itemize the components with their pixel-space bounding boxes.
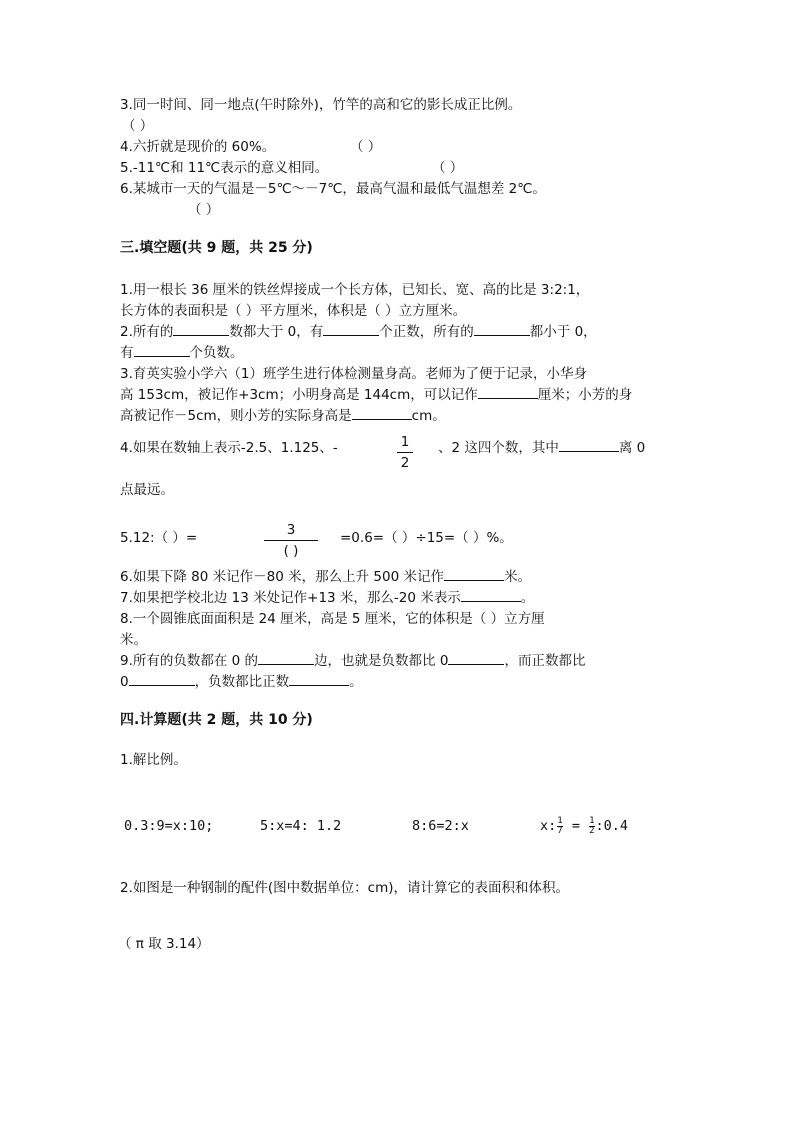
fill-q4-line1a: 4.如果在数轴上表示-2.5、1.125、- xyxy=(120,440,338,456)
fill-q4-fraction xyxy=(397,433,413,472)
equation-4-fraction-2 xyxy=(589,817,594,836)
fill-q6 xyxy=(120,567,531,587)
judge-q6-answer-blank[interactable]: （ ） xyxy=(188,202,220,218)
fill-q3-line1: 3.育英实验小学六（1）班学生进行体检测量身高。老师为了便于记录，小华身 xyxy=(120,366,587,382)
fraction-bar xyxy=(264,540,318,541)
fill-q7-text-b: 。 xyxy=(520,590,535,606)
fill-q9-text-b: 边，也就是负数都比 0 xyxy=(314,653,449,669)
fill-q4-line2: 点最远。 xyxy=(120,482,174,498)
fill-q3-text-a: 高 153cm，被记作+3cm；小明身高是 144cm，可以记作 xyxy=(120,387,478,403)
fill-q8-line2: 米。 xyxy=(120,632,147,648)
judge-q5: 5.-11℃和 11℃表示的意义相同。 xyxy=(120,160,329,176)
fill-q3-line2 xyxy=(120,385,632,405)
fill-q5-part-b: =0.6=（ ）÷15=（ ）%。 xyxy=(340,530,513,546)
fill-q3-text-c: 高被记作－5cm，则小芳的实际身高是 xyxy=(120,408,352,424)
fill-q9-text-d: 0 xyxy=(120,674,129,690)
fill-q3-text-b: 厘米；小芳的身 xyxy=(537,387,633,403)
equation-4 xyxy=(540,816,628,836)
section4-title: 四.计算题(共 2 题，共 10 分) xyxy=(120,712,313,728)
fill-q1-line1: 1.用一根长 36 厘米的铁丝焊接成一个长方体，已知长、宽、高的比是 3:2:1， xyxy=(120,282,590,298)
calc-q2: 2.如图是一种钢制的配件(图中数据单位：cm)，请计算它的表面积和体积。 xyxy=(120,880,569,896)
judge-q3-answer-blank[interactable]: （ ） xyxy=(122,118,154,134)
fill-q3-text-d: cm。 xyxy=(411,408,446,424)
equation-4-lhs: x: xyxy=(540,818,557,834)
fraction-denominator: 7 xyxy=(557,825,563,836)
fill-q8-line1: 8.一个圆锥底面面积是 24 厘米，高是 5 厘米，它的体积是（ ）立方厘 xyxy=(120,611,545,627)
fraction-numerator: 3 xyxy=(286,522,296,538)
answer-blank[interactable] xyxy=(129,672,195,686)
answer-blank[interactable] xyxy=(258,651,314,665)
answer-blank[interactable] xyxy=(352,406,412,420)
pi-note: （ π 取 3.14） xyxy=(118,936,210,952)
fill-q7-text-a: 7.如果把学校北边 13 米处记作+13 米，那么-20 米表示 xyxy=(120,590,461,606)
answer-blank[interactable] xyxy=(474,322,530,336)
judge-q4: 4.六折就是现价的 60%。 xyxy=(120,139,276,155)
fill-q9-text-c: ，而正数都比 xyxy=(504,653,586,669)
fill-q9-line2 xyxy=(120,672,363,692)
answer-blank[interactable] xyxy=(289,672,349,686)
fill-q2-line2 xyxy=(120,343,244,363)
equation-4-rhs: :0.4 xyxy=(595,818,629,834)
fill-q2-line1 xyxy=(120,322,597,342)
fill-q6-text-a: 6.如果下降 80 米记作－80 米，那么上升 500 米记作 xyxy=(120,569,444,585)
answer-blank[interactable] xyxy=(323,322,379,336)
equation-1: 0.3:9=x:10; xyxy=(124,818,214,834)
fill-q6-text-b: 米。 xyxy=(503,569,531,585)
judge-q4-answer-blank[interactable]: （ ） xyxy=(350,139,382,155)
fill-q2-text-b: 数都大于 0，有 xyxy=(229,324,324,340)
judge-q3: 3.同一时间、同一地点(午时除外)，竹竿的高和它的影长成正比例。 xyxy=(120,97,522,113)
fill-q5-part-a: 5.12:（ ）= xyxy=(120,530,198,546)
fill-q9-text-f: 。 xyxy=(349,674,363,690)
fill-q7 xyxy=(120,588,534,608)
fill-q2-text-d: 都小于 0， xyxy=(529,324,597,340)
fraction-numerator: 1 xyxy=(400,434,410,450)
equation-4-equals: = xyxy=(571,818,580,834)
fill-q2-text-e: 有 xyxy=(120,345,134,361)
answer-blank[interactable] xyxy=(448,651,504,665)
fill-q2-text-f: 个负数。 xyxy=(189,345,244,361)
fraction-denominator: 2 xyxy=(589,825,595,836)
fraction-denominator[interactable]: ( ) xyxy=(283,543,299,559)
fraction-numerator: 1 xyxy=(557,815,563,826)
answer-blank[interactable] xyxy=(559,438,619,452)
equation-2: 5:x=4: 1.2 xyxy=(260,818,342,834)
fill-q9-line1 xyxy=(120,651,585,671)
answer-blank[interactable] xyxy=(478,385,538,399)
fill-q9-text-a: 9.所有的负数都在 0 的 xyxy=(120,653,259,669)
answer-blank[interactable] xyxy=(461,588,521,602)
fill-q4-text-b: 、2 这四个数，其中 xyxy=(438,440,559,456)
fill-q4-line1b xyxy=(438,438,645,458)
fill-q2-text-c: 个正数，所有的 xyxy=(379,324,474,340)
answer-blank[interactable] xyxy=(134,343,190,357)
fill-q5-fraction xyxy=(264,521,318,560)
fill-q1-line2: 长方体的表面积是（ ）平方厘米，体积是（ ）立方厘米。 xyxy=(120,303,467,319)
equation-4-fraction-1 xyxy=(557,817,562,836)
judge-q5-answer-blank[interactable]: （ ） xyxy=(432,160,464,176)
fill-q2-text-a: 2.所有的 xyxy=(120,324,174,340)
fill-q3-line3 xyxy=(120,406,446,426)
calc-q1: 1.解比例。 xyxy=(120,752,187,768)
answer-blank[interactable] xyxy=(444,567,504,581)
fraction-numerator: 1 xyxy=(589,815,595,826)
fraction-bar xyxy=(397,452,413,453)
equation-3: 8:6=2:x xyxy=(412,818,469,834)
judge-q6: 6.某城市一天的气温是－5℃～－7℃，最高气温和最低气温想差 2℃。 xyxy=(120,181,546,197)
section3-title: 三.填空题(共 9 题，共 25 分) xyxy=(120,240,313,256)
fill-q9-text-e: ，负数都比正数 xyxy=(194,674,290,690)
answer-blank[interactable] xyxy=(173,322,229,336)
fill-q4-text-c: 离 0 xyxy=(618,440,646,456)
fraction-denominator: 2 xyxy=(400,455,410,471)
